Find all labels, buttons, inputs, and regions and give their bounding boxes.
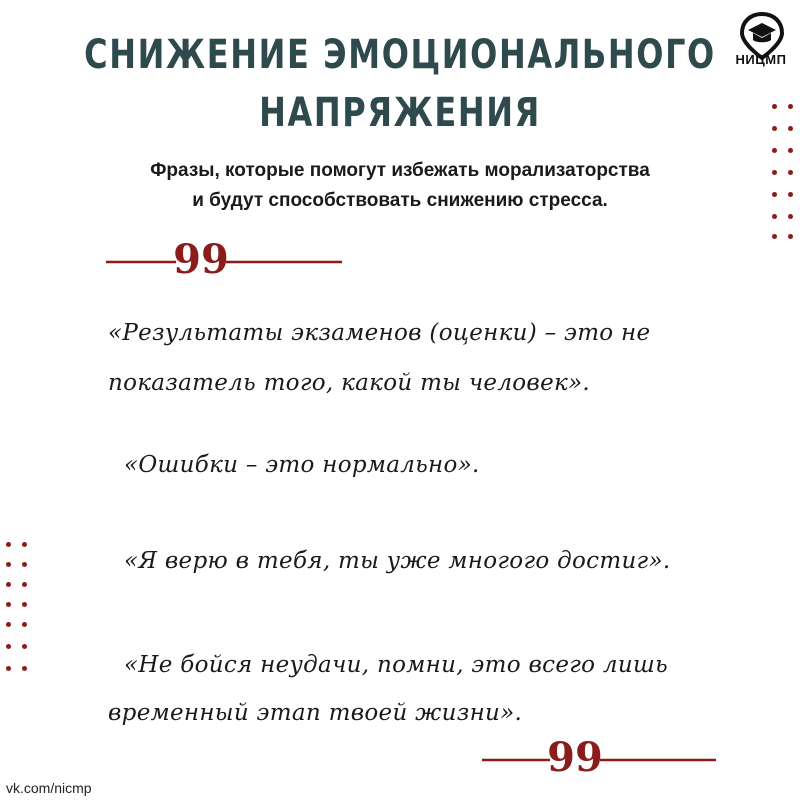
footer-source: vk.com/nicmp (6, 780, 92, 796)
logo-text: НИЦМП (735, 52, 787, 67)
title-line-2: НАПРЯЖЕНИЯ (259, 90, 541, 136)
quote-divider-top (104, 240, 344, 280)
phrase-3: «Я верю в тебя, ты уже многого достиг». (124, 548, 671, 574)
phrase-1-line-1: «Результаты экзаменов (оценки) – это не (108, 320, 651, 346)
quote-divider-bottom (480, 740, 720, 780)
phrase-1-line-2: показатель того, какой ты человек». (108, 370, 591, 396)
subtitle-line-1: Фразы, которые помогут избежать морализаторства (150, 160, 650, 181)
title-line-1: СНИЖЕНИЕ ЭМОЦИОНАЛЬНОГО (84, 32, 716, 78)
phrase-4-line-2: временный этап твоей жизни». (108, 700, 523, 726)
svg-text:99: 99 (173, 240, 229, 280)
page-title (80, 26, 720, 142)
phrase-2: «Ошибки – это нормально». (124, 452, 480, 478)
subtitle-line-2: и будут способствовать снижению стресса. (192, 190, 608, 211)
phrase-4-line-1: «Не бойся неудачи, помни, это всего лишь (124, 652, 668, 678)
svg-text:99: 99 (547, 740, 603, 780)
subtitle (0, 156, 800, 216)
